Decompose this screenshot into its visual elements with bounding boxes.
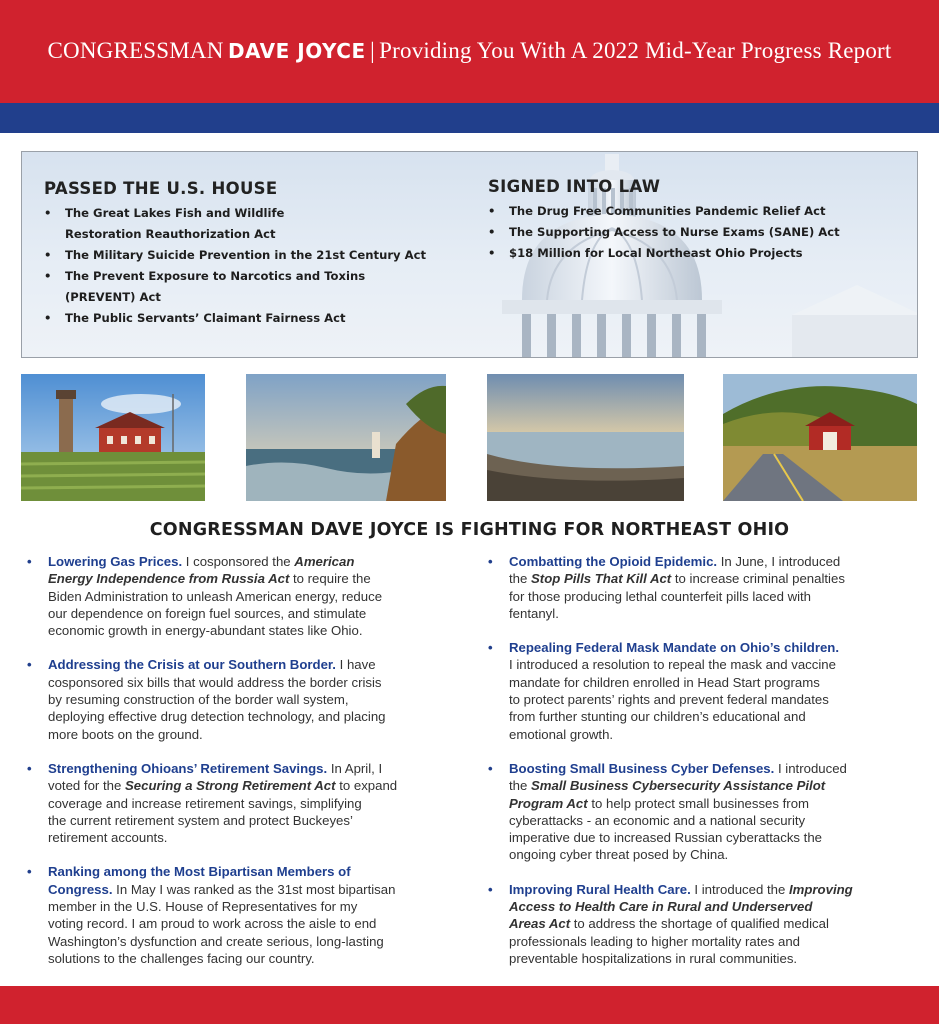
item-heading: Combatting the Opioid Epidemic. [509, 554, 718, 569]
item-text: imperative due to increased Russian cyberattacks the [509, 830, 822, 846]
item-text: emotional growth. [509, 726, 614, 742]
title-tagline: Providing You With A 2022 Mid-Year Progress Report [379, 38, 892, 63]
item-heading: Strengthening Ohioans’ Retirement Savings. [48, 760, 328, 776]
list-item: • The Drug Free Communities Pandemic Relief Act [488, 201, 840, 222]
lake-beach-photo [487, 374, 684, 501]
act-name: Stop Pills That Kill Act [531, 571, 672, 587]
item-text: to address the shortage of qualified medical [570, 916, 829, 932]
accomplishment-item [22, 760, 472, 846]
act-name: Energy Independence from Russia Act [48, 571, 290, 587]
act-name: Improving [788, 881, 853, 897]
act-name: Access to Health Care in Rural and Underserved [509, 899, 813, 915]
page-title [0, 38, 939, 64]
item-heading: Improving Rural Health Care. [509, 881, 691, 897]
item-text: economic growth in energy-abundant states like Ohio. [48, 623, 363, 639]
item-text: cyberattacks - an economic and a national security [509, 812, 806, 828]
item-text: the [509, 571, 531, 587]
item-text: retirement accounts. [48, 830, 168, 846]
item-heading: Ranking among the Most Bipartisan Members of [48, 864, 351, 880]
item-text: I cosponsored the [182, 554, 295, 569]
shoreline-lighthouse-photo [246, 374, 446, 501]
accomplishment-item [22, 863, 472, 967]
item-text: fentanyl. [509, 605, 559, 621]
item-text: more boots on the ground. [48, 726, 203, 742]
accomplishment-item [483, 639, 923, 743]
signed-law-list [488, 201, 840, 264]
bullet-icon: • [488, 881, 493, 897]
lighthouse-photo [21, 374, 205, 501]
item-text: for those producing lethal counterfeit pills laced with [509, 588, 812, 604]
item-text: to expand [335, 778, 398, 794]
title-separator: | [370, 38, 375, 63]
legislation-box [21, 151, 918, 358]
item-text: coverage and increase retirement savings, simplifying [48, 795, 362, 811]
passed-house-column [44, 179, 426, 329]
bullet-icon: • [27, 554, 32, 569]
bullet-icon: • [488, 760, 493, 776]
item-text: Washington’s dysfunction and create serious, long-lasting [48, 933, 384, 949]
act-name: Areas Act [509, 916, 571, 932]
item-text: cosponsored six bills that would address the border crisis [48, 674, 382, 690]
accomplishment-item [22, 553, 472, 639]
item-text: to help protect small businesses from [587, 795, 810, 811]
act-name: Securing a Strong Retirement Act [124, 778, 336, 794]
item-text: I introduced [774, 760, 847, 776]
list-item: • The Military Suicide Prevention in the 21st Century Act [44, 245, 426, 266]
item-text: In May I was ranked as the 31st most bipartisan [112, 881, 396, 897]
item-text: to require the [289, 571, 371, 587]
accomplishment-item [22, 656, 472, 742]
item-heading: Repealing Federal Mask Mandate on Ohio’s children. [509, 640, 840, 656]
bullet-icon: • [488, 554, 493, 569]
item-text: I introduced a resolution to repeal the mask and vaccine [509, 657, 836, 673]
item-heading: Boosting Small Business Cyber Defenses. [509, 760, 775, 776]
act-name: American [294, 554, 355, 569]
section-title: CONGRESSMAN DAVE JOYCE IS FIGHTING FOR NORTHEAST OHIO [149, 520, 790, 540]
item-text: solutions to the challenges facing our country. [48, 950, 315, 966]
bullet-icon: • [488, 640, 493, 656]
act-name: Program Act [509, 795, 588, 811]
accomplishment-item [483, 881, 923, 967]
bullet-icon: • [27, 864, 32, 880]
item-text: In April, I [327, 760, 383, 776]
signed-law-column [488, 177, 840, 264]
list-item: • The Public Servants’ Claimant Fairness Act [44, 308, 426, 329]
item-text: by resuming construction of the border wall system, [48, 692, 349, 708]
item-text: mandate for children enrolled in Head Start programs [509, 674, 820, 690]
title-name: DAVE JOYCE [227, 39, 366, 63]
accomplishment-item [483, 553, 923, 622]
accomplishment-item [483, 760, 923, 864]
item-text: I have [335, 657, 376, 673]
item-text: the [509, 778, 531, 794]
item-text: from further stunting our children’s educational and [509, 709, 806, 725]
list-item: • The Prevent Exposure to Narcotics and Toxins (PREVENT) Act [44, 266, 426, 308]
item-text: to increase criminal penalties [671, 571, 845, 587]
item-text: member in the U.S. House of Representatives for my [48, 899, 358, 915]
item-text: preventable hospitalizations in rural communities. [509, 950, 798, 966]
red-barn-road-photo [723, 374, 917, 501]
item-heading: Congress. [48, 881, 113, 897]
bottom-red-band [0, 986, 939, 1024]
right-column [483, 553, 923, 984]
item-text: to protect parents’ rights and prevent federal mandates [509, 692, 829, 708]
item-text: deploying effective drug detection technology, and placing [48, 709, 386, 725]
item-text: voting record. I am proud to work across the aisle to end [48, 916, 377, 932]
item-text: the current retirement system and protect Buckeyes’ [48, 812, 353, 828]
list-item: • $18 Million for Local Northeast Ohio Projects [488, 243, 840, 264]
bullet-icon: • [27, 657, 32, 673]
act-name: Small Business Cybersecurity Assistance Pilot [531, 778, 826, 794]
passed-house-list [44, 203, 426, 329]
title-lead: CONGRESSMAN [47, 38, 224, 63]
item-text: In June, I introduced [717, 554, 841, 569]
item-text: ongoing cyber threat posed by China. [509, 847, 729, 863]
bullet-icon: • [27, 760, 32, 776]
item-text: I introduced the [690, 881, 789, 897]
passed-house-title: PASSED THE U.S. HOUSE [44, 179, 278, 198]
list-item: • The Great Lakes Fish and Wildlife Restoration Reauthorization Act [44, 203, 426, 245]
item-heading: Addressing the Crisis at our Southern Border. [48, 657, 336, 673]
list-item: • The Supporting Access to Nurse Exams (SANE) Act [488, 222, 840, 243]
item-heading: Lowering Gas Prices. [48, 554, 183, 569]
signed-law-title: SIGNED INTO LAW [488, 177, 661, 196]
item-text: our dependence on foreign fuel sources, and stimulate [48, 605, 367, 621]
item-text: Biden Administration to unleash American energy, reduce [48, 588, 383, 604]
left-column [22, 553, 472, 984]
blue-stripe [0, 103, 939, 133]
item-text: professionals leading to higher mortality rates and [509, 933, 801, 949]
item-text: voted for the [48, 778, 125, 794]
